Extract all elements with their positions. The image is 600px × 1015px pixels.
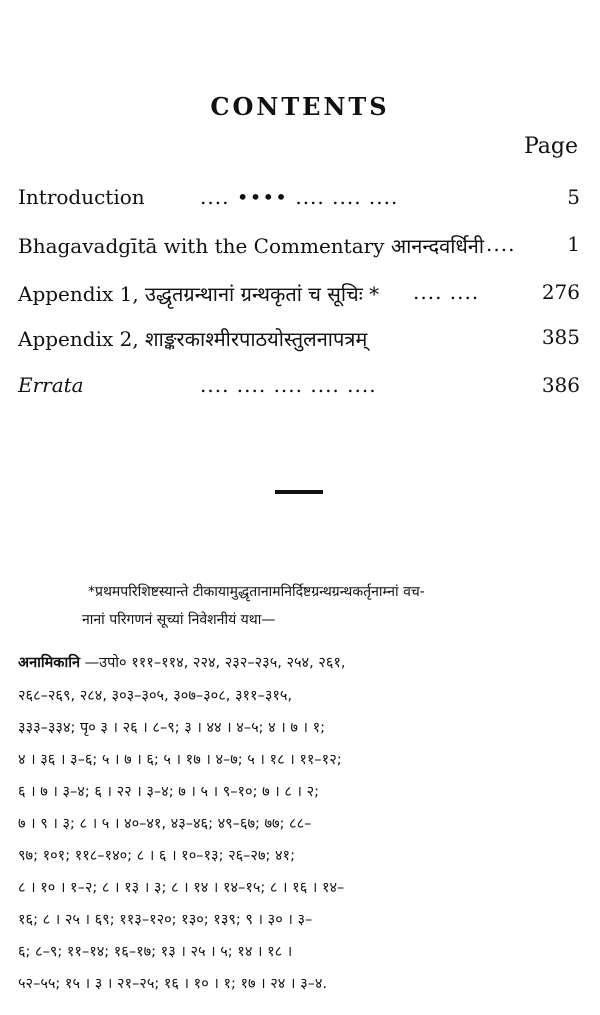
footnote-intro-line-2: नानां परिगणनं सूच्यां निवेशनीयं यथा— <box>82 612 276 628</box>
toc-entry-label: Errata <box>18 373 84 397</box>
index-line: ९७; १०१; ११८–१४०; ८ । ६ । १०–१३; २६–२७; ४१; <box>18 848 295 864</box>
leader-dots: .... •••• .... .... .... <box>200 185 399 209</box>
toc-entry-introduction[interactable] <box>18 185 580 215</box>
footnote-intro <box>82 578 588 634</box>
index-line: ४ । ३६ । ३–६; ५ । ७ । ६; ५ । १७ । ४–७; ५ । १८ । ११–१२; <box>18 752 342 768</box>
index-line <box>18 652 588 672</box>
toc-entry-appendix-1[interactable] <box>18 280 580 310</box>
index-line: १६; ८ । २५ । ६९; ११३–१२०; १३०; १३९; ९ । ३० । ३– <box>18 912 313 928</box>
index-line: ५२–५५; १५ । ३ । २१–२५; १६ । १० । १; १७ । २४ । ३–४. <box>18 976 328 992</box>
toc-entry-label: Appendix 2, शाङ्करकाश्मीरपाठयोस्तुलनापत्रम् <box>18 327 368 351</box>
index-line: ८ । १० । १–२; ८ । १३ । ३; ८ । १४ । १४–१५; ८ । १६ । १४– <box>18 880 345 896</box>
toc-entry-label: Introduction <box>18 185 145 209</box>
toc-entry-page: 385 <box>541 325 580 349</box>
page-column-label: Page <box>523 134 578 159</box>
toc-entry-label: Bhagavadgītā with the Commentary आनन्दवर्धिनी <box>18 234 485 258</box>
section-divider <box>275 490 323 494</box>
contents-heading: CONTENTS <box>210 92 390 121</box>
index-term: अनामिकानि <box>18 655 81 671</box>
footnote-intro-line-1: *प्रथमपरिशिष्टस्यान्ते टीकायामुद्धृतानामनिर्दिष्टग्रन्थग्रन्थकर्तृनाम्नां वच- <box>88 584 425 600</box>
index-line: ७ । ९ । ३; ८ । ५ । ४०–४१, ४३–४६; ४९–६७; ७७; ८८– <box>18 816 312 832</box>
leader-dots: .... <box>486 232 516 256</box>
toc-entry-appendix-2[interactable] <box>18 325 580 355</box>
index-line: ६ । ७ । ३–४; ६ । २२ । ३–४; ७ । ५ । ९–१०; ७ । ८ । २; <box>18 784 320 800</box>
toc-entry-page: 386 <box>541 373 580 397</box>
index-line: २६८–२६९, २८४, ३०३–३०५, ३०७–३०८, ३११–३१५, <box>18 688 293 704</box>
index-refs: —उपो० १११–११४, २२४, २३२–२३५, २५४, २६१, <box>84 655 346 671</box>
leader-dots: .... .... <box>413 280 480 304</box>
toc-entry-page: 1 <box>567 232 580 256</box>
toc-entry-errata[interactable] <box>18 373 580 403</box>
index-line: ३३३–३३४; पृ० ३ । २६ । ८–९; ३ । ४४ । ४–५; ४ । ७ । १; <box>18 720 326 736</box>
toc-entry-label: Appendix 1, उद्धृतग्रन्थानां ग्रन्थकृतां च सूचिः * <box>18 282 380 306</box>
leader-dots: .... .... .... .... .... <box>200 373 377 397</box>
index-line: ६; ८–९; ११–१४; १६–१७; १३ । २५ । ५; १४ । १८ । <box>18 944 293 960</box>
toc-entry-page: 276 <box>541 280 580 304</box>
toc-entry-page: 5 <box>567 185 580 209</box>
toc-entry-bhagavadgita[interactable] <box>18 232 580 262</box>
